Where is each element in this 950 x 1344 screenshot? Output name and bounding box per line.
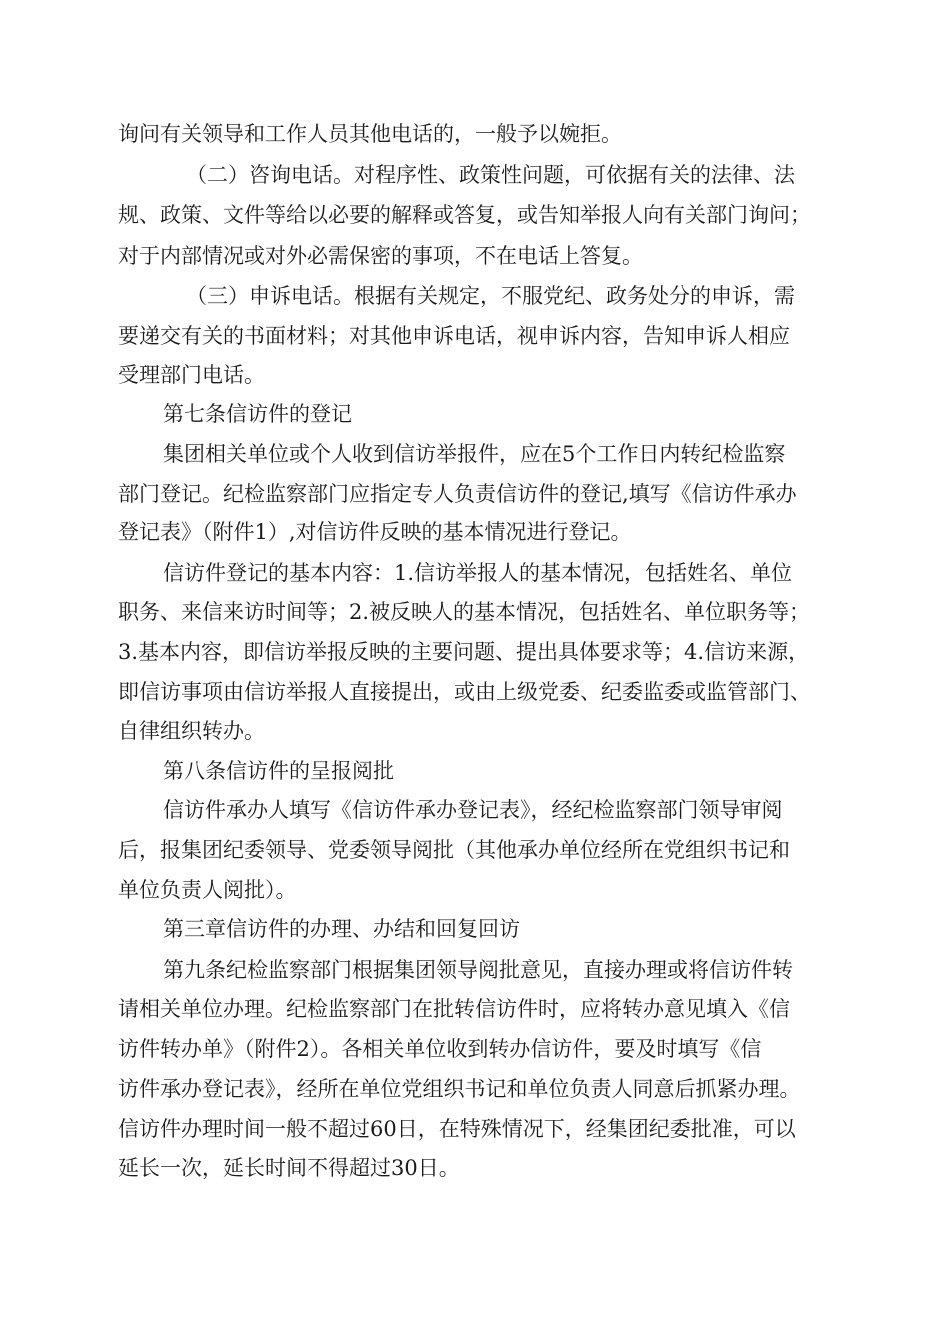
- text-line: 询问有关领导和工作人员其他电话的，一般予以婉拒。: [118, 122, 622, 146]
- text-line: 受理部门电话。: [118, 363, 265, 387]
- text-line: 3.基本内容，即信访举报反映的主要问题、提出具体要求等；4.信访来源，: [118, 640, 810, 664]
- text-line: 请相关单位办理。纪检监察部门在批转信访件时，应将转办意见填入《信: [118, 997, 790, 1021]
- text-line: 延长一次，延长时间不得超过30日。: [118, 1156, 460, 1180]
- text-line: （二）咨询电话。对程序性、政策性问题，可依据有关的法律、法: [186, 163, 795, 187]
- text-line: 集团相关单位或个人收到信访举报件，应在5个工作日内转纪检监察: [163, 442, 786, 466]
- text-line: 访件转办单》（附件2）。各相关单位收到转办信访件，要及时填写《信: [118, 1037, 762, 1061]
- text-line: 信访件登记的基本内容：1.信访举报人的基本情况，包括姓名、单位: [163, 561, 793, 585]
- text-line: 对于内部情况或对外必需保密的事项，不在电话上答复。: [118, 244, 643, 268]
- text-line: 自律组织转办。: [118, 719, 265, 743]
- text-line: 规、政策、文件等给以必要的解释或答复，或告知举报人向有关部门询问；: [118, 203, 811, 227]
- section-heading: 第七条信访件的登记: [163, 402, 352, 426]
- text-line: 单位负责人阅批）。: [118, 878, 297, 902]
- section-heading: 第八条信访件的呈报阅批: [163, 759, 394, 783]
- chapter-heading: 第三章信访件的办理、办结和回复回访: [163, 917, 520, 941]
- text-line: 部门登记。纪检监察部门应指定专人负责信访件的登记,填写《信访件承办: [118, 482, 797, 506]
- text-line: 第九条纪检监察部门根据集团领导阅批意见，直接办理或将信访件转: [163, 958, 793, 982]
- text-line: 职务、来信来访时间等；2.被反映人的基本情况，包括姓名、单位职务等；: [118, 600, 811, 624]
- text-line: 即信访事项由信访举报人直接提出，或由上级党委、纪委监委或监管部门、: [118, 680, 811, 704]
- text-line: 后，报集团纪委领导、党委领导阅批（其他承办单位经所在党组织书记和: [118, 838, 790, 862]
- text-line: 访件承办登记表》，经所在单位党组织书记和单位负责人同意后抓紧办理。: [118, 1077, 801, 1101]
- text-line: 信访件承办人填写《信访件承办登记表》，经纪检监察部门领导审阅: [163, 798, 783, 822]
- text-line: 登记表》（附件1）,对信访件反映的基本情况进行登记。: [118, 520, 632, 544]
- text-line: 要递交有关的书面材料；对其他申诉电话，视申诉内容，告知申诉人相应: [118, 324, 790, 348]
- text-line: （三）申诉电话。根据有关规定，不服党纪、政务处分的申诉，需: [186, 284, 795, 308]
- text-line: 信访件办理时间一般不超过60日，在特殊情况下，经集团纪委批准，可以: [118, 1117, 796, 1141]
